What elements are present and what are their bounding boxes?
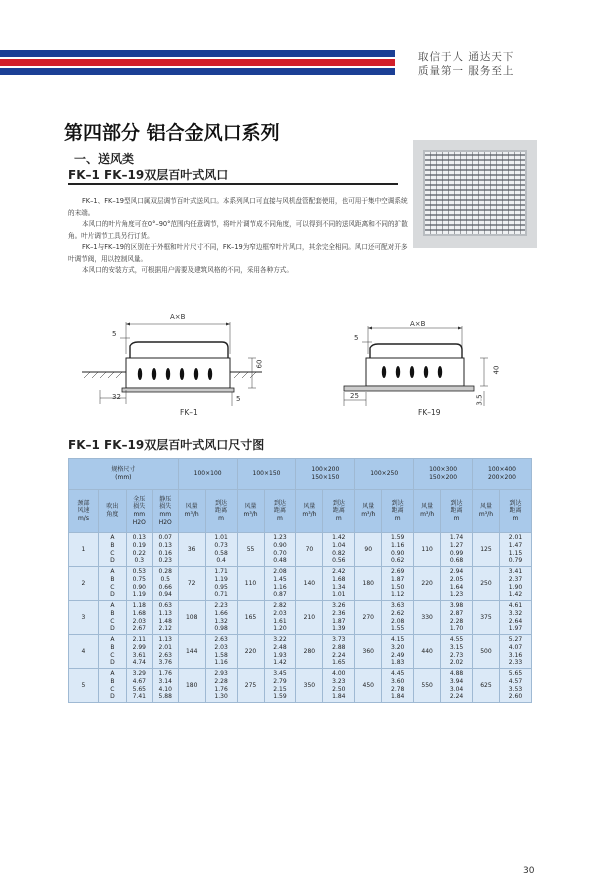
title-underline — [68, 183, 398, 185]
row-throw: 2.23 1.66 1.32 0.98 — [205, 601, 237, 635]
subheader-speed: 颈部 风速 m/s — [69, 490, 99, 533]
size-header: 100×250 — [355, 459, 414, 490]
row-speed: 1 — [69, 533, 99, 567]
row-flow: 220 — [414, 567, 441, 601]
row-throw: 2.01 1.47 1.15 0.79 — [499, 533, 531, 567]
row-flow: 220 — [237, 635, 264, 669]
spec-label-cell — [69, 459, 179, 490]
spec-label: 规格尺寸 — [111, 466, 136, 474]
table-row — [69, 635, 532, 669]
row-speed: 5 — [69, 669, 99, 703]
row-flow: 250 — [473, 567, 500, 601]
row-static-loss: 1.76 3.14 4.10 5.88 — [152, 669, 178, 703]
fk1-dim-top: A×B — [170, 313, 186, 321]
row-throw: 2.94 2.05 1.64 1.23 — [441, 567, 473, 601]
row-throw: 2.42 1.68 1.34 1.01 — [323, 567, 355, 601]
size-header: 100×400 200×200 — [473, 459, 532, 490]
subheader-throw: 到达 距离 m — [264, 490, 296, 533]
row-static-loss: 0.28 0.5 0.66 0.94 — [152, 567, 178, 601]
subheader-throw: 到达 距离 m — [499, 490, 531, 533]
subheader-throw: 到达 距离 m — [323, 490, 355, 533]
row-speed: 2 — [69, 567, 99, 601]
row-throw: 4.61 3.32 2.64 1.97 — [499, 601, 531, 635]
row-static-loss: 0.07 0.13 0.16 0.23 — [152, 533, 178, 567]
product-photo — [413, 140, 537, 248]
row-angles: A B C D — [98, 533, 126, 567]
row-throw: 3.41 2.37 1.90 1.42 — [499, 567, 531, 601]
row-throw: 3.73 2.88 2.24 1.65 — [323, 635, 355, 669]
row-throw: 2.93 2.28 1.76 1.30 — [205, 669, 237, 703]
subheader-flow: 风量 m³/h — [355, 490, 382, 533]
row-static-loss: 0.63 1.13 1.48 2.12 — [152, 601, 178, 635]
size-header: 100×100 — [178, 459, 237, 490]
slogan-line1: 取信于人 通达天下 — [418, 51, 515, 63]
subheader-flow: 风量 m³/h — [296, 490, 323, 533]
row-flow: 500 — [473, 635, 500, 669]
row-throw: 3.45 2.79 2.15 1.59 — [264, 669, 296, 703]
row-flow: 108 — [178, 601, 205, 635]
fk1-dim-small: 5 — [236, 395, 241, 403]
table-row — [69, 601, 532, 635]
subheader-angle: 吹出 角度 — [98, 490, 126, 533]
subheader-flow: 风量 m³/h — [178, 490, 205, 533]
fk19-dim-bottom: 25 — [350, 392, 359, 400]
spec-table — [68, 458, 532, 703]
table-row — [69, 533, 532, 567]
row-flow: 36 — [178, 533, 205, 567]
row-flow: 110 — [237, 567, 264, 601]
row-throw: 1.23 0.90 0.70 0.48 — [264, 533, 296, 567]
row-angles: A B C D — [98, 669, 126, 703]
row-throw: 2.08 1.45 1.16 0.87 — [264, 567, 296, 601]
subheader-static-loss: 静压 损失 mm H2O — [152, 490, 178, 533]
row-flow: 550 — [414, 669, 441, 703]
size-header: 100×300 150×200 — [414, 459, 473, 490]
row-throw: 1.71 1.19 0.95 0.71 — [205, 567, 237, 601]
row-throw: 2.63 2.03 1.58 1.16 — [205, 635, 237, 669]
header-stripes — [0, 50, 395, 76]
row-throw: 3.26 2.36 1.87 1.39 — [323, 601, 355, 635]
row-throw: 5.27 4.07 3.16 2.33 — [499, 635, 531, 669]
row-flow: 140 — [296, 567, 323, 601]
row-total-loss: 0.13 0.19 0.22 0.3 — [126, 533, 152, 567]
subheader-throw: 到达 距离 m — [441, 490, 473, 533]
row-throw: 1.59 1.16 0.90 0.62 — [382, 533, 414, 567]
table-title: FK–1 FK–19双层百叶式风口尺寸图 — [68, 438, 265, 452]
table-subheader-row — [69, 490, 532, 533]
row-throw: 4.15 3.20 2.49 1.83 — [382, 635, 414, 669]
row-total-loss: 3.29 4.67 5.65 7.41 — [126, 669, 152, 703]
fk19-dim-side: 5 — [354, 334, 359, 342]
row-flow: 90 — [355, 533, 382, 567]
fk19-dim-top: A×B — [410, 320, 426, 328]
row-flow: 110 — [414, 533, 441, 567]
intro-text — [68, 196, 408, 277]
grille-vertical-blades — [425, 152, 525, 234]
subheader-flow: 风量 m³/h — [237, 490, 264, 533]
row-throw: 5.65 4.57 3.53 2.60 — [499, 669, 531, 703]
section-title: 一、送风类 — [74, 152, 135, 166]
row-throw: 4.45 3.60 2.78 1.84 — [382, 669, 414, 703]
row-flow: 144 — [178, 635, 205, 669]
row-throw: 1.42 1.04 0.82 0.56 — [323, 533, 355, 567]
row-throw: 4.88 3.94 3.04 2.24 — [441, 669, 473, 703]
row-flow: 330 — [414, 601, 441, 635]
row-throw: 3.22 2.48 1.93 1.42 — [264, 635, 296, 669]
row-flow: 440 — [414, 635, 441, 669]
row-throw: 1.74 1.27 0.99 0.68 — [441, 533, 473, 567]
row-flow: 210 — [296, 601, 323, 635]
row-flow: 55 — [237, 533, 264, 567]
fk1-dim-height: 60 — [255, 359, 264, 369]
row-throw: 4.00 3.23 2.50 1.84 — [323, 669, 355, 703]
row-angles: A B C D — [98, 601, 126, 635]
row-flow: 270 — [355, 601, 382, 635]
row-flow: 275 — [237, 669, 264, 703]
row-flow: 360 — [355, 635, 382, 669]
table-row — [69, 669, 532, 703]
row-flow: 180 — [355, 567, 382, 601]
row-flow: 450 — [355, 669, 382, 703]
row-total-loss: 2.11 2.99 3.61 4.74 — [126, 635, 152, 669]
fk1-dim-side: 5 — [112, 330, 117, 338]
row-static-loss: 1.13 2.01 2.63 3.76 — [152, 635, 178, 669]
spec-unit: (mm) — [115, 474, 132, 481]
intro-paragraph: 本风口的叶片角度可在0°–90°范围内任意调节，将叶片调节成不同角度，可以得到不同的送风距离和不同的扩散角。叶片调节工具另行订货。 — [68, 220, 408, 240]
header-slogan — [418, 50, 514, 78]
row-throw: 2.82 2.03 1.61 1.20 — [264, 601, 296, 635]
table-header-row — [69, 459, 532, 490]
page-number: 30 — [523, 866, 535, 876]
fk1-dim-bottom: 32 — [112, 393, 121, 401]
row-flow: 375 — [473, 601, 500, 635]
subheader-throw: 到达 距离 m — [382, 490, 414, 533]
row-flow: 180 — [178, 669, 205, 703]
row-flow: 280 — [296, 635, 323, 669]
size-header: 100×200 150×150 — [296, 459, 355, 490]
subheader-throw: 到达 距离 m — [205, 490, 237, 533]
row-total-loss: 1.18 1.68 2.03 2.67 — [126, 601, 152, 635]
row-angles: A B C D — [98, 567, 126, 601]
subheader-total-loss: 全压 损失 mm H2O — [126, 490, 152, 533]
intro-paragraph: FK–1与FK–19的区别在于外框和叶片尺寸不同，FK–19为窄边框窄叶片风口，其余完全相同。风口还可配对开多叶调节阀，用以控制风量。 — [68, 243, 408, 263]
fk1-caption: FK–1 — [180, 408, 198, 417]
row-angles: A B C D — [98, 635, 126, 669]
row-flow: 72 — [178, 567, 205, 601]
row-flow: 70 — [296, 533, 323, 567]
page-title: 第四部分 铝合金风口系列 — [64, 122, 280, 144]
row-throw: 2.69 1.87 1.50 1.12 — [382, 567, 414, 601]
size-header: 100×150 — [237, 459, 296, 490]
row-flow: 350 — [296, 669, 323, 703]
row-throw: 1.01 0.73 0.58 0.4 — [205, 533, 237, 567]
fk19-caption: FK–19 — [418, 408, 441, 417]
table-row — [69, 567, 532, 601]
row-flow: 125 — [473, 533, 500, 567]
intro-paragraph: FK–1、FK–19型风口属双层调节百叶式送风口。本系列风口可直接与风机盘管配套使用，也可用于集中空调系统的末端。 — [68, 197, 408, 217]
intro-paragraph: 本风口的安装方式，可根据用户需要及建筑风格的不同，采用各种方式。 — [82, 266, 293, 274]
row-speed: 3 — [69, 601, 99, 635]
diagram-fk19 — [334, 320, 514, 415]
row-flow: 625 — [473, 669, 500, 703]
row-throw: 3.98 2.87 2.28 1.70 — [441, 601, 473, 635]
fk19-dim-small: 3.5 — [475, 394, 484, 406]
row-flow: 165 — [237, 601, 264, 635]
row-throw: 4.55 3.15 2.73 2.02 — [441, 635, 473, 669]
subheader-flow: 风量 m³/h — [473, 490, 500, 533]
row-total-loss: 0.53 0.75 0.90 1.19 — [126, 567, 152, 601]
row-throw: 3.63 2.62 2.08 1.55 — [382, 601, 414, 635]
subheader-flow: 风量 m³/h — [414, 490, 441, 533]
fk19-dim-height: 40 — [492, 365, 501, 375]
slogan-line2: 质量第一 服务至上 — [418, 65, 515, 77]
row-speed: 4 — [69, 635, 99, 669]
product-subtitle: FK–1 FK–19双层百叶式风口 — [68, 168, 229, 182]
